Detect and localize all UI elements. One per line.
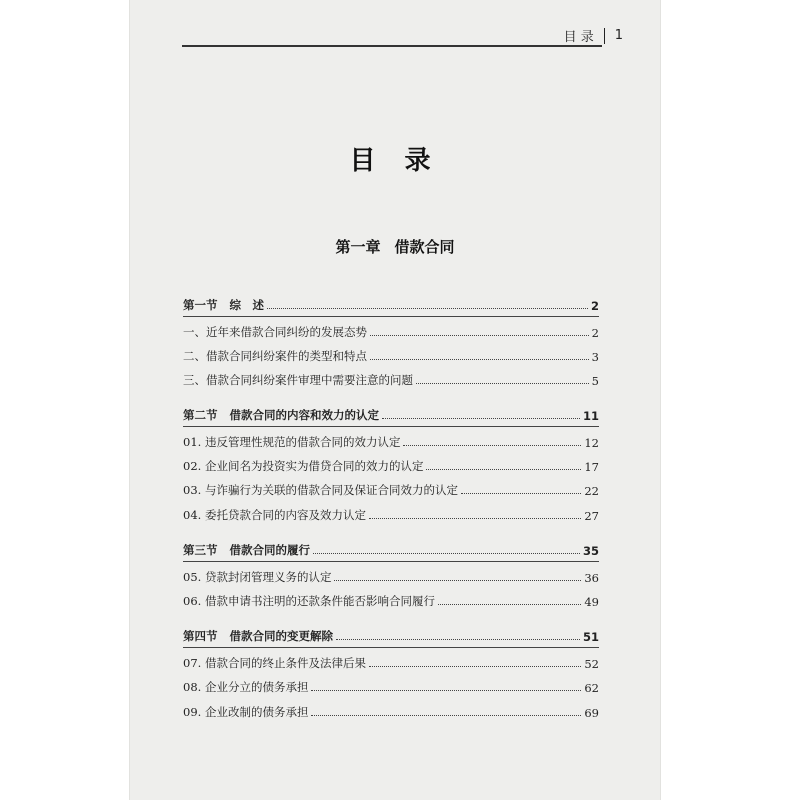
- toc-entry-title: 04. 委托贷款合同的内容及效力认定: [183, 508, 366, 522]
- chapter-title: 借款合同: [394, 238, 455, 256]
- dot-leader: [369, 518, 581, 519]
- toc-page-number: 52: [584, 657, 599, 671]
- chapter-number: 第一章: [335, 238, 381, 256]
- toc-page-number: 27: [584, 509, 599, 523]
- book-page: [130, 0, 660, 800]
- toc-section-row: [183, 538, 599, 558]
- toc-entry-title: 05. 贷款封闭管理义务的认定: [183, 570, 332, 584]
- dot-leader: [426, 469, 581, 470]
- running-header: [564, 26, 623, 45]
- toc-page-number: 3: [591, 350, 599, 364]
- toc-section-row: [183, 403, 599, 423]
- header-label: 目 录: [563, 30, 594, 45]
- toc-section-number: 第四节: [183, 629, 218, 643]
- toc-entry-row: [183, 700, 599, 720]
- toc-entry-row: [183, 589, 599, 609]
- toc-entry-title: 03. 与诈骗行为关联的借款合同及保证合同效力的认定: [183, 483, 458, 497]
- toc-page-number: 62: [584, 681, 599, 695]
- toc-entry-row: [183, 675, 599, 695]
- dot-leader: [370, 359, 589, 360]
- dot-leader: [336, 639, 580, 640]
- toc-section-name: 借款合同的履行: [229, 543, 310, 557]
- toc-section-name: 借款合同的变更解除: [229, 629, 333, 643]
- toc-page-number: 11: [582, 409, 599, 423]
- toc-section-title: [183, 542, 310, 558]
- toc-entry-title: 一、近年来借款合同纠纷的发展态势: [183, 325, 367, 339]
- toc-page-number: 5: [591, 374, 599, 388]
- toc-section-title: [183, 628, 333, 644]
- toc-entry-row: [183, 368, 599, 388]
- dot-leader: [382, 418, 580, 419]
- toc-entry-row: [183, 651, 599, 671]
- chapter-heading: [130, 236, 660, 257]
- toc-entry-row: [183, 503, 599, 523]
- dot-leader: [416, 383, 589, 384]
- toc-entry-row: [183, 344, 599, 364]
- header-rule: [182, 45, 602, 47]
- section-divider: [183, 426, 599, 427]
- dot-leader: [313, 553, 580, 554]
- toc-entry-row: [183, 565, 599, 585]
- toc-section-number: 第三节: [183, 543, 218, 557]
- toc-page-number: 22: [584, 484, 599, 498]
- toc-page-number: 12: [584, 436, 599, 450]
- dot-leader: [461, 493, 581, 494]
- toc-page-number: 2: [591, 326, 599, 340]
- toc-section-title: [183, 407, 379, 423]
- page-title: 目 录: [349, 146, 441, 176]
- toc-page-number: 69: [584, 706, 599, 720]
- toc-entry-title: 06. 借款申请书注明的还款条件能否影响合同履行: [183, 594, 435, 608]
- section-divider: [183, 647, 599, 648]
- dot-leader: [311, 690, 581, 691]
- dot-leader: [438, 604, 581, 605]
- header-separator: [604, 28, 605, 44]
- dot-leader: [403, 445, 581, 446]
- toc-entry-row: [183, 430, 599, 450]
- toc-page-number: 36: [584, 571, 599, 585]
- toc-entry-title: 二、借款合同纠纷案件的类型和特点: [183, 349, 367, 363]
- dot-leader: [334, 580, 581, 581]
- toc-section-number: 第一节: [183, 298, 218, 312]
- toc-page-number: 49: [584, 595, 599, 609]
- toc-section-number: 第二节: [183, 408, 218, 422]
- toc-entry-title: 09. 企业改制的债务承担: [183, 705, 309, 719]
- section-divider: [183, 316, 599, 317]
- toc-entry-title: 07. 借款合同的终止条件及法律后果: [183, 656, 366, 670]
- toc-section-row: [183, 624, 599, 644]
- dot-leader: [267, 308, 588, 309]
- toc-section-name: 综 述: [229, 298, 264, 312]
- toc-section-name: 借款合同的内容和效力的认定: [229, 408, 379, 422]
- toc-entry-row: [183, 454, 599, 474]
- section-divider: [183, 561, 599, 562]
- toc-entry-row: [183, 320, 599, 340]
- toc-entry-title: 01. 违反管理性规范的借款合同的效力认定: [183, 435, 401, 449]
- toc-section-row: [183, 293, 599, 313]
- toc-page-number: 51: [582, 630, 599, 644]
- toc-section-title: [183, 297, 264, 313]
- toc-page-number: 2: [590, 299, 599, 313]
- toc-entry-row: [183, 478, 599, 498]
- dot-leader: [370, 335, 589, 336]
- header-page-number: 1: [614, 28, 623, 43]
- dot-leader: [369, 666, 581, 667]
- dot-leader: [311, 715, 581, 716]
- toc-page-number: 17: [584, 460, 599, 474]
- toc-page-number: 35: [582, 544, 599, 558]
- toc-entry-title: 08. 企业分立的债务承担: [183, 680, 309, 694]
- toc-entry-title: 02. 企业间名为投资实为借贷合同的效力的认定: [183, 459, 424, 473]
- toc-entry-title: 三、借款合同纠纷案件审理中需要注意的问题: [183, 373, 413, 387]
